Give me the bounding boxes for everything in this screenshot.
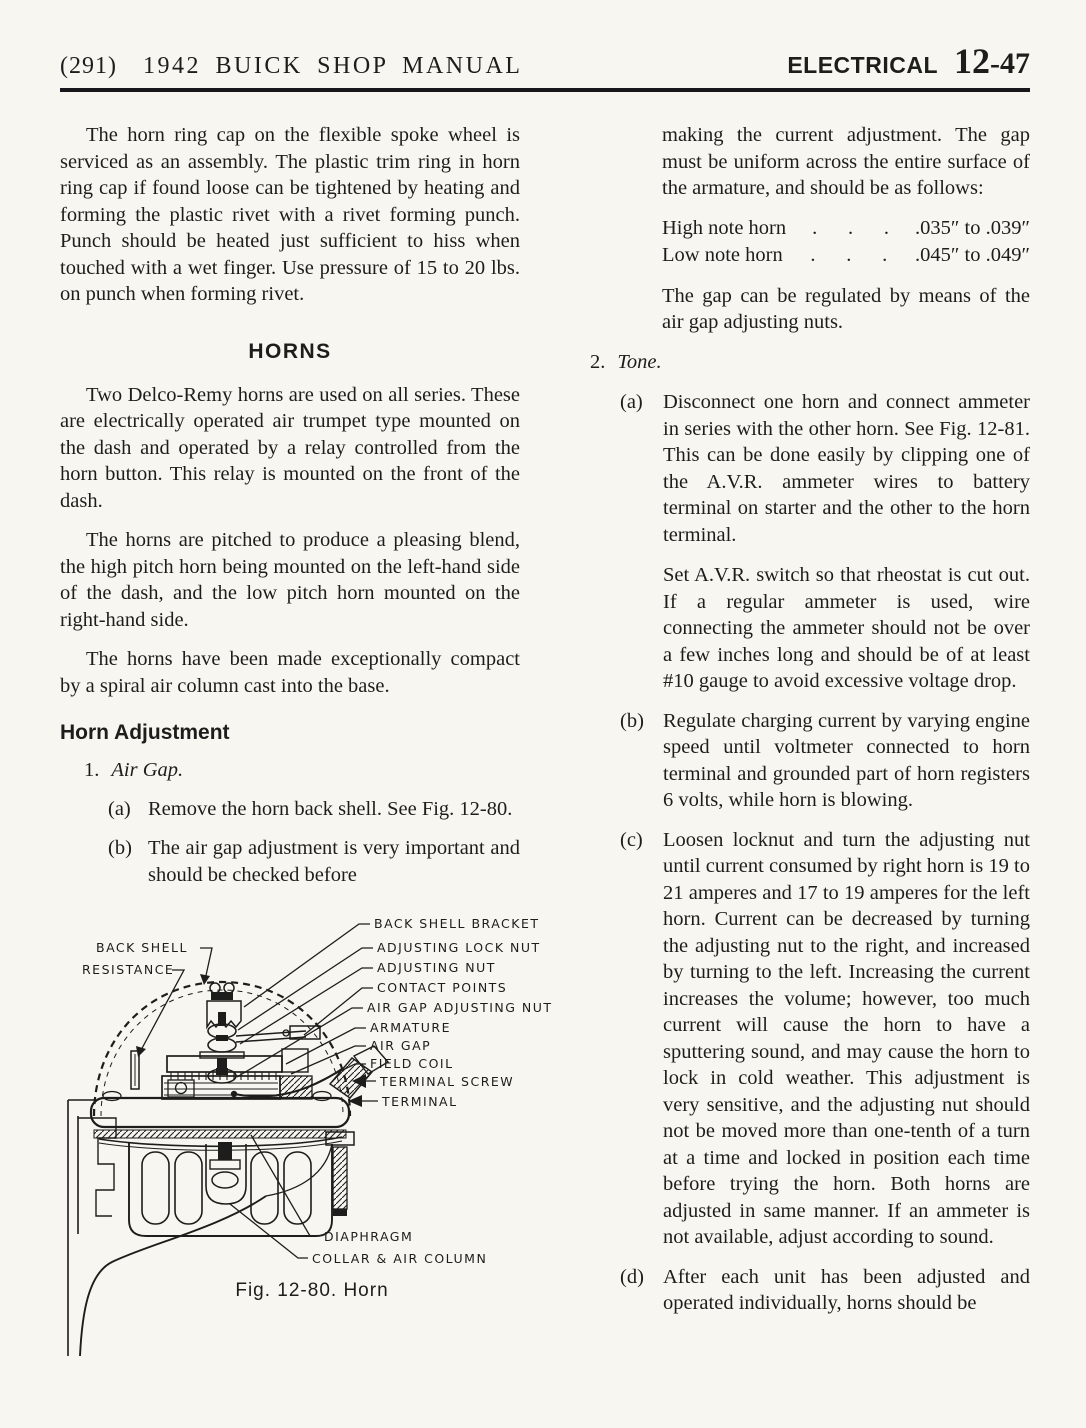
dot-leader: . . . (812, 216, 889, 239)
gasket-band (94, 1130, 346, 1138)
page-ref: (291) (60, 53, 117, 79)
sub-item-marker: (d) (620, 1265, 644, 1288)
sub-item-body (663, 389, 1030, 695)
mount-bolt-shank (333, 1147, 347, 1209)
sub-item-text: Remove the horn back shell. See Fig. 12-80. (148, 797, 513, 820)
base-rivet (103, 1092, 121, 1101)
spec-value: .045″ to .049″ (914, 243, 1030, 266)
item-label: Tone. (617, 350, 662, 373)
sub-item-text: Regulate charging current by varying engine speed until voltmeter connected to horn terminal and grounded part of horn registers 6 volts, while horn is blowing. (663, 709, 1030, 811)
spec-value: .035″ to .039″ (914, 216, 1030, 239)
sub-item-text: The air gap adjustment is very important and should be checked before (148, 837, 520, 886)
air-column-cell (175, 1152, 202, 1224)
sub-item-marker: (a) (108, 797, 131, 820)
tone-item-d (590, 1264, 1030, 1317)
header-left (60, 53, 522, 80)
tone-item-b (590, 708, 1030, 814)
continued-block (590, 122, 1030, 336)
figure-label-back-shell: BACK SHELL (96, 940, 188, 955)
center-washer (210, 1160, 240, 1169)
mount-bolt-tip (333, 1209, 347, 1216)
center-nut (212, 1172, 238, 1188)
stem (216, 1068, 228, 1075)
sub-item-a (108, 796, 520, 823)
sub-item-body (663, 1264, 1030, 1317)
numbered-item-tone (590, 349, 1030, 376)
figure-label-armature: ARMATURE (370, 1020, 451, 1035)
section-label: ELECTRICAL (787, 52, 938, 78)
page-number-minor: -47 (990, 47, 1030, 80)
sub-item-text: After each unit has been adjusted and operated individually, horns should be (663, 1265, 1030, 1314)
coil-eyelet (176, 1083, 187, 1094)
sub-item-text: Disconnect one horn and connect ammeter in series with the other horn. See Fig. 12-81. This can be done easily by clipping one of the A.V.R. ammeter wires to battery terminal on starter and the other to the horn terminal. (663, 391, 1030, 546)
item-label: Air Gap. (111, 759, 184, 781)
horn-cross-section-drawing (54, 904, 584, 1362)
sub-item-marker: (b) (108, 837, 132, 859)
wing-nut (224, 983, 234, 993)
base-plate (91, 1098, 349, 1127)
mounting-bracket (68, 1100, 96, 1356)
page-header (60, 40, 1030, 82)
item-number: 1. (84, 759, 100, 781)
numbered-item-air-gap (84, 757, 520, 784)
sub-item-marker: (a) (620, 391, 643, 413)
figure-caption: Fig. 12-80. Horn (235, 1280, 389, 1301)
air-column-cell (284, 1152, 311, 1224)
base-rivet (313, 1092, 331, 1101)
leader-arrowhead (136, 1046, 146, 1057)
spec-row-high-note (662, 215, 1030, 242)
figure-label-back-shell-bracket: BACK SHELL BRACKET (374, 916, 540, 931)
figure-label-terminal-screw: TERMINAL SCREW (380, 1074, 515, 1089)
figure-label-terminal: TERMINAL (382, 1094, 458, 1109)
horns-heading: HORNS (248, 339, 332, 363)
tone-item-c (590, 827, 1030, 1251)
figure-label-adjusting-lock-nut: ADJUSTING LOCK NUT (377, 940, 541, 955)
header-right (787, 40, 1030, 82)
figure-label-air-gap: AIR GAP (370, 1038, 432, 1053)
figure-label-field-coil: FIELD COIL (370, 1056, 454, 1071)
tone-item-a (590, 389, 1030, 695)
wing-nut (210, 983, 220, 993)
air-column-cell (142, 1152, 169, 1224)
center-bolt (218, 1142, 232, 1160)
dot-leader: . . . (810, 243, 888, 266)
figure-label-contact-points: CONTACT POINTS (377, 980, 508, 995)
washer-plate (200, 1052, 244, 1058)
item-number: 2. (590, 350, 606, 373)
sub-item-body (663, 827, 1030, 1251)
horn-adjustment-heading: Horn Adjustment (60, 721, 230, 744)
air-column-cell (251, 1152, 278, 1224)
paragraph-pitch: The horns are pitched to produce a pleasing blend, the high pitch horn being mounted on the left-hand side of the dash, and the low pitch horn mounted on the right-hand side. (60, 529, 520, 631)
spec-label: High note horn (662, 216, 787, 239)
figure-label-collar-air-column: COLLAR & AIR COLUMN (312, 1251, 488, 1266)
trumpet-bell-curve (80, 1196, 266, 1356)
sub-item-text: Set A.V.R. switch so that rheostat is cut out. If a regular ammeter is used, wire connecting the ammeter should not be over a few inches long and should be of at least #10 gauge to avoid excessive voltage drop. (663, 564, 1030, 692)
sub-item-b (108, 835, 520, 888)
left-column (60, 122, 553, 1362)
page-number (954, 40, 1030, 82)
figure-label-air-gap-adjusting-nut: AIR GAP ADJUSTING NUT (367, 1000, 553, 1015)
paragraph-horn-ring-cap: The horn ring cap on the flexible spoke wheel is serviced as an assembly. The plastic trim ring in horn ring cap if found loose can be tightened by heating and forming the plastic rivet with a rivet forming punch. Punch should be heated just sufficient to hiss when touched with a wet finger. Use pressure of 15 to 20 lbs. on punch when forming rivet. (60, 124, 520, 305)
paragraph-two-horns: Two Delco-Remy horns are used on all series. These are electrically operated air trumpet type mounted on the dash and operated by a relay controlled from the horn button. This relay is mounted on the front of the dash. (60, 383, 520, 512)
page-number-major: 12 (954, 41, 990, 81)
spec-row-low-note (662, 242, 1030, 269)
sub-item-body (663, 708, 1030, 814)
resistance-leader (140, 970, 184, 1052)
figure-label-resistance: RESISTANCE (82, 962, 175, 977)
figure-label-diaphragm: DIAPHRAGM (324, 1229, 414, 1244)
sub-item-marker: (b) (620, 709, 644, 732)
right-column (590, 122, 1030, 1362)
paragraph-compact: The horns have been made exceptionally compact by a spiral air column cast into the base. (60, 648, 520, 697)
sub-item-marker: (c) (620, 828, 643, 851)
paragraph-continued: making the current adjustment. The gap must be uniform across the entire surface of the armature, and should be as follows: (662, 124, 1030, 199)
air-gap-spec-table (662, 215, 1030, 269)
header-rule (60, 88, 1030, 92)
bracket-stud (211, 992, 233, 1000)
paragraph-gap-regulated: The gap can be regulated by means of the air gap adjusting nuts. (662, 284, 1030, 333)
manual-title: 1942 BUICK SHOP MANUAL (142, 53, 523, 79)
horn-figure (54, 904, 584, 1362)
spec-label: Low note horn (662, 243, 783, 266)
sub-item-text: Loosen locknut and turn the adjusting nut until current consumed by right horn is 19 to 21 amperes and 17 to 19 amperes for the left horn. Current can be decreased by turning the adjusting nut to the right, and increased by turning to the left. Increasing the current increases the volume; however, too much current will cause the horn to have a sputtering sound, and may cause the horn to lock in cold weather. This adjustment is very sensitive, and the adjusting nut should not be moved more than one-tenth of a turn at a time and locked in position each time before trying the horn. Both horns are adjusted in same manner. If an ammeter is not available, adjust according to sound. (663, 828, 1030, 1248)
figure-label-adjusting-nut: ADJUSTING NUT (377, 960, 496, 975)
two-column-body (60, 122, 1030, 1362)
